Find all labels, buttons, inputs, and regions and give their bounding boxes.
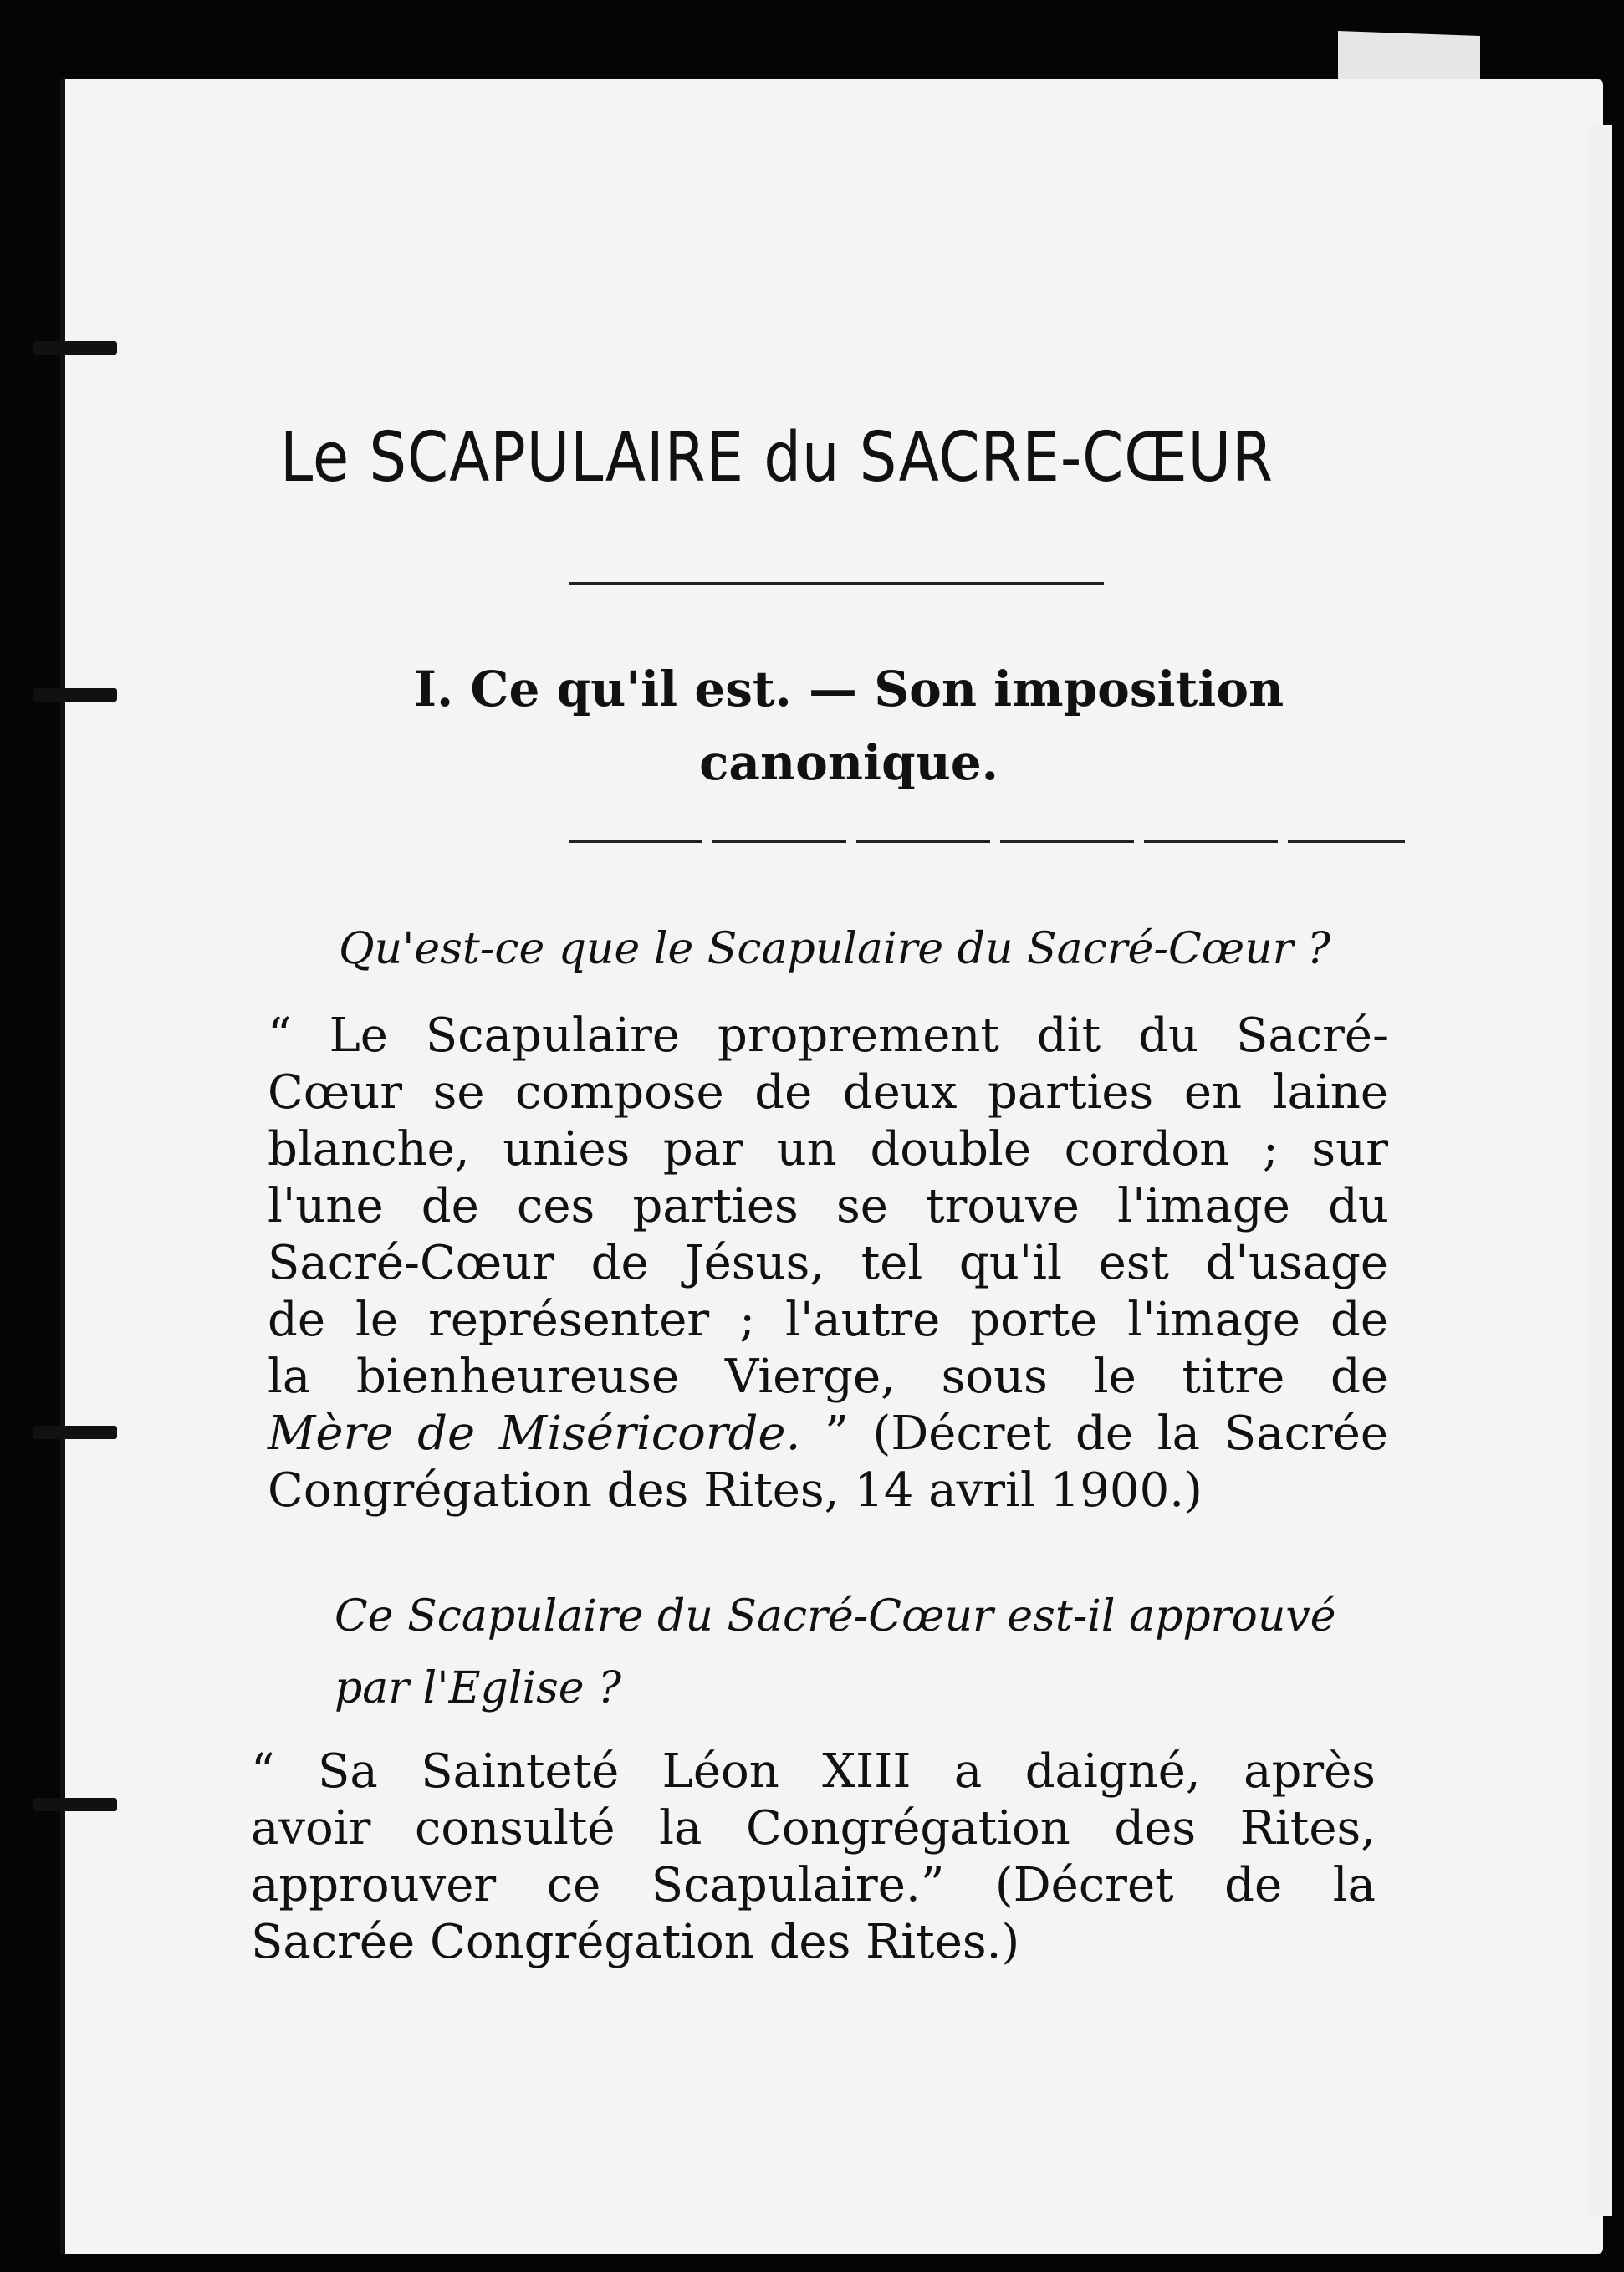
section-heading-line2: canonique. <box>699 734 998 791</box>
paragraph-1 <box>268 1008 1388 1519</box>
binding-line <box>60 79 65 2254</box>
paragraph-line: Congrégation des Rites, 14 avril 1900.) <box>268 1463 1203 1518</box>
paragraph-line: Sacré-Cœur de Jésus, tel qu'il est d'usage <box>268 1236 1388 1290</box>
paragraph-line-mixed <box>268 1406 1388 1463</box>
binding-stitch <box>33 688 117 702</box>
paragraph-line: approuver ce Scapulaire.” (Décret de la <box>251 1858 1376 1912</box>
paragraph-line: avoir consulté la Congrégation des Rites, <box>251 1801 1376 1856</box>
paragraph-line: l'une de ces parties se trouve l'image du <box>268 1179 1388 1233</box>
section-heading-line1: I. Ce qu'il est. — Son imposition <box>413 661 1284 717</box>
title-rule <box>569 582 1104 585</box>
document-title: Le SCAPULAIRE du SACRE-CŒUR <box>280 418 1274 498</box>
paragraph-line: Cœur se compose de deux parties en laine <box>268 1065 1388 1120</box>
binding-stitch <box>33 341 117 355</box>
binding-stitch <box>33 1798 117 1811</box>
section-rule <box>569 840 1405 843</box>
italic-phrase: Mère de Miséricorde. <box>268 1407 801 1461</box>
paragraph-line: de le représenter ; l'autre porte l'image de <box>268 1293 1388 1347</box>
binding-stitch <box>33 1426 117 1439</box>
paragraph-2 <box>251 1744 1376 1971</box>
question-2: Ce Scapulaire du Sacré-Cœur est-il approuvé par l'Eglise ? <box>335 1591 1336 1713</box>
paragraph-tail: ” (Décret de la Sacrée <box>800 1407 1388 1461</box>
question-1: Qu'est-ce que le Scapulaire du Sacré-Cœur ? <box>339 924 1330 974</box>
paragraph-line: Sacrée Congrégation des Rites.) <box>251 1915 1020 1969</box>
section-heading <box>368 652 1330 799</box>
paragraph-line: blanche, unies par un double cordon ; sur <box>268 1122 1388 1177</box>
page-edge-right <box>1589 125 1612 2216</box>
paragraph-line: la bienheureuse Vierge, sous le titre de <box>268 1350 1388 1404</box>
paragraph-line: “ Sa Sainteté Léon XIII a daigné, après <box>251 1744 1376 1799</box>
paragraph-line: “ Le Scapulaire proprement dit du Sacré- <box>268 1008 1388 1063</box>
